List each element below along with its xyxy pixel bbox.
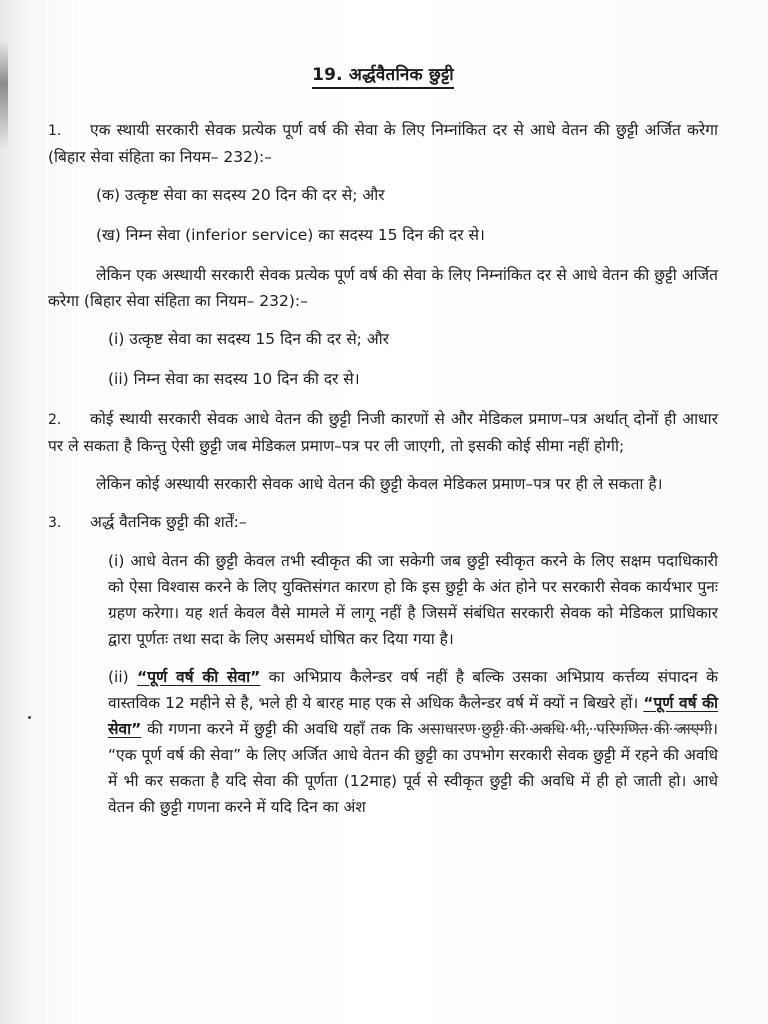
section-3-number: 3. — [48, 515, 62, 531]
page-title — [48, 62, 718, 85]
section-2-proviso: लेकिन कोई अस्थायी सरकारी सेवक आधे वेतन की छुट्टी केवल मेडिकल प्रमाण–पत्र पर ही ले सकता है। — [96, 475, 663, 493]
section-3-condition-ii — [48, 664, 718, 820]
section-3-heading-text: अर्द्ध वैतनिक छुट्टी की शर्तें:– — [90, 513, 247, 531]
section-1-item-kha: (ख) निम्न सेवा (inferior service) का सदस्य 15 दिन की दर से। — [96, 226, 485, 244]
section-1-intro-text: एक स्थायी सरकारी सेवक प्रत्येक पूर्ण वर्ष की सेवा के लिए निम्नांकित दर से आधे वेतन की छुट्टी अर्जित करेगा (बिहार सेवा संहिता का नियम– 232):– — [48, 121, 719, 166]
section-2-text — [48, 406, 718, 459]
quoted-term-full-year-service-2: “पूर्ण वर्ष की सेवा” — [108, 694, 718, 738]
section-3-condition-i: (i) आधे वेतन की छुट्टी केवल तभी स्वीकृत की जा सकेगी जब छुट्टी स्वीकृत करने के लिए सक्षम पदाधिकारी को ऐसा विश्वास करने के लिए युक्तिसंगत कारण हो कि इस छुट्टी के अंत होने पर सरकारी सेवक कार्यभार पुनः ग्रहण करेगा। यह शर्त केवल वैसे मामले में लागू नहीं है जिसमें संबंधित सरकारी सेवक को मेडिकल प्राधिकार द्वारा पूर्णतः तथा सदा के लिए असमर्थ घोषित कर दिया गया है। — [108, 552, 718, 648]
quoted-term-full-year-service: “पूर्ण वर्ष की सेवा” — [137, 668, 261, 686]
struck-through-text: असाधारण छुट्टी की अवधि भी, परिगणित की जाएगी — [418, 720, 713, 738]
section-2-number: 2. — [48, 412, 62, 428]
section-1-number: 1. — [48, 123, 62, 139]
condition-ii-part-1: का अभिप्राय कैलेन्डर वर्ष नहीं है बल्कि उसका अभिप्राय कर्त्तव्य संपादन के वास्तविक 12 महीने से है, भले ही ये बारह माह एक से अधिक कैलेन्डर वर्ष में क्यों न बिखरे हों। — [108, 668, 718, 712]
condition-ii-prefix: (ii) — [108, 668, 138, 686]
section-2-body: कोई स्थायी सरकारी सेवक आधे वेतन की छुट्टी निजी कारणों से और मेडिकल प्रमाण–पत्र अर्थात् दोनों ही आधार पर ले सकता है किन्तु ऐसी छुट्टी जब मेडिकल प्रमाण–पत्र पर ली जाएगी, तो इसकी कोई सीमा नहीं होगी; — [48, 410, 718, 455]
section-1-intro — [48, 117, 718, 170]
page-title-text: 19. अर्द्धवैतनिक छुट्टी — [312, 65, 454, 89]
page-edge-shadow — [0, 40, 8, 150]
section-3-heading — [48, 509, 718, 536]
section-1-item-i: (i) उत्कृष्ट सेवा का सदस्य 15 दिन की दर से; और — [108, 330, 390, 348]
section-1-proviso: लेकिन एक अस्थायी सरकारी सेवक प्रत्येक पूर्ण वर्ष की सेवा के लिए निम्नांकित दर से आधे वेतन की छुट्टी अर्जित करेगा (बिहार सेवा संहिता का नियम– 232):– — [48, 266, 718, 310]
section-1-item-ii: (ii) निम्न सेवा का सदस्य 10 दिन की दर से। — [108, 370, 360, 388]
condition-ii-part-3: । “एक पूर्ण वर्ष की सेवा” के लिए अर्जित आधे वेतन की छुट्टी का उपभोग सरकारी सेवक छुट्टी में रहने की अवधि में भी कर सकता है यदि सेवा की पूर्णता (12माह) पूर्व से स्वीकृत छुट्टी की अवधि में ही हो जाती हो। आधे वेतन की छुट्टी गणना करने में यदि दिन का अंश — [108, 720, 719, 816]
condition-ii-part-2: की गणना करने में छुट्टी की अवधि यहाँ तक कि — [141, 720, 419, 738]
scan-speck — [28, 716, 31, 719]
section-1-item-ka: (क) उत्कृष्ट सेवा का सदस्य 20 दिन की दर से; और — [96, 186, 385, 204]
document-body — [48, 62, 718, 832]
